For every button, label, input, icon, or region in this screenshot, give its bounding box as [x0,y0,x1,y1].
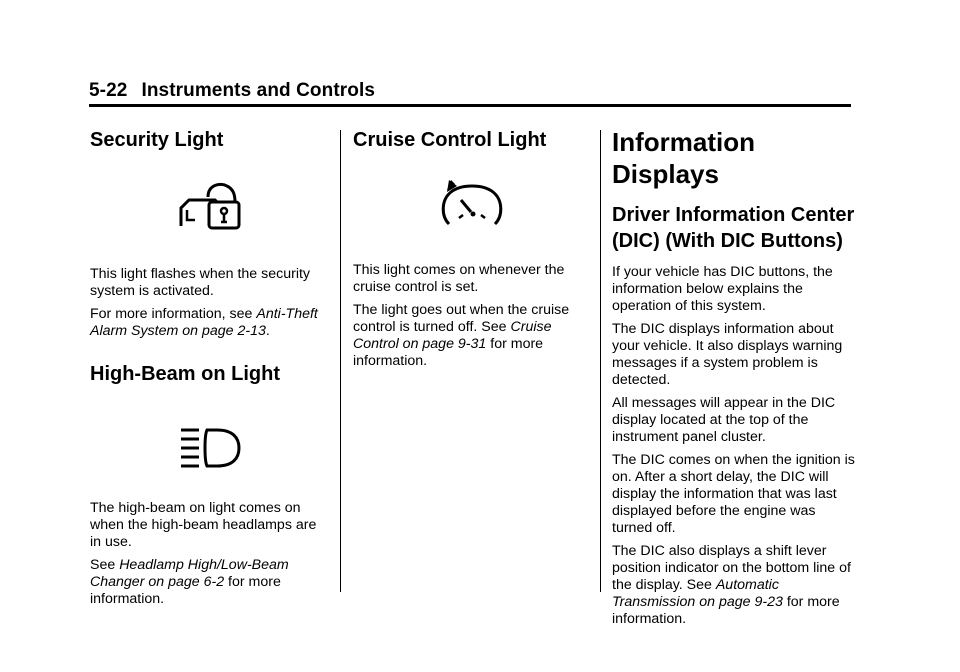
security-paragraph-2: For more information, see Anti-Theft Alarm System on page 2-13. [90,306,318,339]
reference-link[interactable]: Cruise Control on page 9-31 [353,319,552,352]
cruise-paragraph-2: The light goes out when the cruise control is turned off. See Cruise Control on page 9-31 for more information. [353,302,570,369]
high-beam-paragraph-2: See Headlamp High/Low-Beam Changer on page 6-2 for more information. [90,557,289,607]
security-light-heading: Security Light [90,129,224,151]
dic-paragraph-1: If your vehicle has DIC buttons, the information below explains the operation of this system. [612,264,833,314]
reference-link[interactable]: Anti-Theft Alarm System on page 2-13 [90,306,318,339]
high-beam-icon [90,426,330,470]
cruise-control-heading: Cruise Control Light [353,129,547,151]
column-2 [353,122,591,370]
header-text [89,80,375,101]
security-light-icon [90,180,330,232]
high-beam-paragraph-1: The high-beam on light comes on when the high-beam headlamps are in use. [90,500,317,550]
dic-paragraph-4: The DIC comes on when the ignition is on. After a short delay, the DIC will display the information that was last displayed before the engine was turned off. [612,452,855,536]
reference-link[interactable]: Headlamp High/Low-Beam Changer on page 6-2 [90,557,289,590]
cruise-paragraph-1: This light comes on whenever the cruise control is set. [353,262,565,295]
dic-paragraph-2: The DIC displays information about your vehicle. It also displays warning messages if a system problem is detected. [612,321,843,388]
dic-paragraph-3: All messages will appear in the DIC display located at the top of the instrument panel cluster. [612,395,836,445]
page-header [89,80,851,107]
column-3 [612,122,857,628]
column-divider [600,130,601,592]
security-paragraph-1: This light flashes when the security system is activated. [90,266,311,299]
high-beam-heading: High-Beam on Light [90,363,280,385]
information-displays-heading: Information Displays [612,127,755,189]
cruise-control-icon [353,178,591,228]
reference-link[interactable]: Automatic Transmission on page 9-23 [612,577,783,610]
dic-paragraph-5: The DIC also displays a shift lever position indicator on the bottom line of the display. See Automatic Transmission on page 9-23 for more information. [612,543,851,627]
column-1 [90,122,330,608]
column-divider [340,130,341,592]
dic-heading: Driver Information Center (DIC) (With DIC Buttons) [612,204,855,252]
page-number: 5-22 [89,80,128,101]
section-title: Instruments and Controls [141,80,376,101]
